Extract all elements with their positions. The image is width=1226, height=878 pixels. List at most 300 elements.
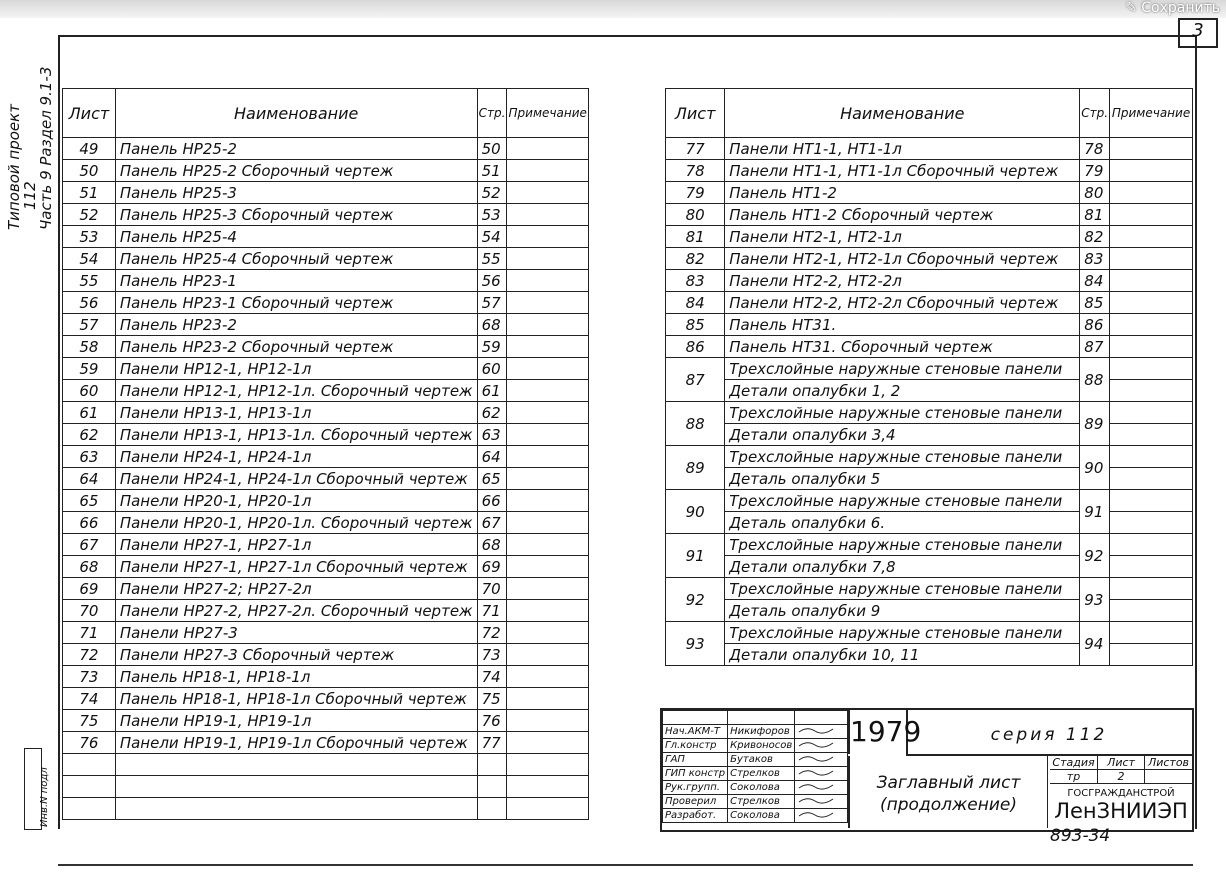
signature xyxy=(795,781,848,795)
save-label: Сохранить xyxy=(1141,0,1220,16)
sheet-name: Панель НР25-2 xyxy=(115,138,477,160)
signer-row xyxy=(663,767,848,781)
page-number-cell: 68 xyxy=(477,534,507,556)
signature xyxy=(795,809,848,823)
bottom-border xyxy=(58,864,1193,866)
page-number-cell: 93 xyxy=(1080,578,1110,622)
signer-role: Проверил xyxy=(663,795,728,809)
signer-role: Разработ. xyxy=(663,809,728,823)
page-number-cell: 74 xyxy=(477,666,507,688)
sheet-number: 72 xyxy=(63,644,116,666)
table-row xyxy=(63,182,589,204)
note-cell xyxy=(1110,292,1193,314)
signer-row xyxy=(663,809,848,823)
col-page: Стр. xyxy=(1080,89,1110,138)
sheet-number: 49 xyxy=(63,138,116,160)
note-cell xyxy=(1110,204,1193,226)
note-cell xyxy=(507,380,589,402)
table-row xyxy=(63,248,589,270)
note-cell xyxy=(1110,556,1193,578)
side-caption xyxy=(6,67,54,230)
empty-row xyxy=(63,776,589,798)
empty-cell xyxy=(507,776,589,798)
note-cell xyxy=(507,578,589,600)
page-number-cell: 85 xyxy=(1080,292,1110,314)
table-row xyxy=(63,226,589,248)
table-row xyxy=(63,402,589,424)
sheet-number: 54 xyxy=(63,248,116,270)
sheet-name: Панели НР27-3 Сборочный чертеж xyxy=(115,644,477,666)
signer-name: Бутаков xyxy=(728,753,795,767)
note-cell xyxy=(1110,512,1193,534)
viewer-toolbar xyxy=(0,0,1226,18)
sheet-number: 83 xyxy=(666,270,725,292)
sheet-number: 88 xyxy=(666,402,725,446)
sheets-header: Листов xyxy=(1145,756,1192,770)
table-row xyxy=(666,336,1193,358)
table-row xyxy=(666,578,1193,600)
table-row xyxy=(63,534,589,556)
empty-row xyxy=(63,798,589,820)
sheet-name: Панели НР20-1, НР20-1л. Сборочный чертеж xyxy=(115,512,477,534)
sheet-name: Панели НР27-2, НР27-2л. Сборочный чертеж xyxy=(115,600,477,622)
sheet-number: 73 xyxy=(63,666,116,688)
col-sheet: Лист xyxy=(666,89,725,138)
table-row-continued xyxy=(666,380,1193,402)
table-row xyxy=(666,490,1193,512)
note-cell xyxy=(507,622,589,644)
sheet-number: 61 xyxy=(63,402,116,424)
col-note: Примечание xyxy=(1110,89,1193,138)
note-cell xyxy=(1110,336,1193,358)
sheet-number: 77 xyxy=(666,138,725,160)
page-number-cell: 84 xyxy=(1080,270,1110,292)
signer-name: Стрелков xyxy=(728,795,795,809)
sheet-number: 58 xyxy=(63,336,116,358)
signature-mark xyxy=(797,753,837,763)
page-number-cell: 63 xyxy=(477,424,507,446)
page-number: 3 xyxy=(1178,18,1218,48)
table-row xyxy=(666,402,1193,424)
table-row xyxy=(63,468,589,490)
table-row xyxy=(63,292,589,314)
page-number-cell: 86 xyxy=(1080,314,1110,336)
note-cell xyxy=(507,314,589,336)
page-number-cell: 80 xyxy=(1080,182,1110,204)
sheet-name: Панели НР24-1, НР24-1л Сборочный чертеж xyxy=(115,468,477,490)
page-number-cell: 53 xyxy=(477,204,507,226)
table-row xyxy=(666,358,1193,380)
sheet-name-line-1: Трехслойные наружные стеновые панели xyxy=(725,358,1080,380)
sheet-number: 68 xyxy=(63,556,116,578)
page-number-cell: 87 xyxy=(1080,336,1110,358)
table-row-continued xyxy=(666,512,1193,534)
page-number-cell: 51 xyxy=(477,160,507,182)
col-note: Примечание xyxy=(507,89,589,138)
sheet-number: 84 xyxy=(666,292,725,314)
page-number-cell: 90 xyxy=(1080,446,1110,490)
page-number-cell: 89 xyxy=(1080,402,1110,446)
col-sheet: Лист xyxy=(63,89,116,138)
table-row xyxy=(63,556,589,578)
sheet-name: Панель НР25-4 xyxy=(115,226,477,248)
note-cell xyxy=(1110,446,1193,468)
sheet-name: Панели НР24-1, НР24-1л xyxy=(115,446,477,468)
note-cell xyxy=(1110,600,1193,622)
note-cell xyxy=(507,644,589,666)
note-cell xyxy=(507,270,589,292)
sheet-name: Панели НР27-3 xyxy=(115,622,477,644)
table-row xyxy=(63,358,589,380)
table-row-continued xyxy=(666,424,1193,446)
empty-cell xyxy=(115,754,477,776)
note-cell xyxy=(1110,358,1193,380)
sheet-name: Панель НР25-4 Сборочный чертеж xyxy=(115,248,477,270)
table-row xyxy=(63,160,589,182)
table-row xyxy=(666,270,1193,292)
signature xyxy=(795,739,848,753)
page-number-cell: 77 xyxy=(477,732,507,754)
empty-cell xyxy=(63,798,116,820)
page-number-cell: 76 xyxy=(477,710,507,732)
signer-role: Нач.АКМ-Т xyxy=(663,725,728,739)
sheet-number: 78 xyxy=(666,160,725,182)
sheet-number: 91 xyxy=(666,534,725,578)
note-cell xyxy=(507,424,589,446)
signer-row xyxy=(663,739,848,753)
page-number-cell: 62 xyxy=(477,402,507,424)
document-number: 893-34 xyxy=(1050,826,1111,846)
sheet-name: Панель НР18-1, НР18-1л Сборочный чертеж xyxy=(115,688,477,710)
side-number: 112 xyxy=(21,181,39,210)
page-number-cell: 83 xyxy=(1080,248,1110,270)
table-row xyxy=(63,314,589,336)
sheet-name: Панели НТ1-1, НТ1-1л Сборочный чертеж xyxy=(725,160,1080,182)
sheet-name-line-2: Деталь опалубки 5 xyxy=(725,468,1080,490)
table-row xyxy=(666,226,1193,248)
sheet-name-line-1: Трехслойные наружные стеновые панели xyxy=(725,622,1080,644)
sheet-number: 67 xyxy=(63,534,116,556)
signer-role: Гл.констр xyxy=(663,739,728,753)
sheet-number: 75 xyxy=(63,710,116,732)
sheet-name: Панель НР18-1, НР18-1л xyxy=(115,666,477,688)
signer-row xyxy=(663,781,848,795)
empty-cell xyxy=(477,798,507,820)
contents-table-left xyxy=(62,88,589,820)
empty-cell xyxy=(477,754,507,776)
note-cell xyxy=(1110,226,1193,248)
page-number-cell: 60 xyxy=(477,358,507,380)
table-row xyxy=(666,204,1193,226)
page-number-cell: 72 xyxy=(477,622,507,644)
page-number-cell: 59 xyxy=(477,336,507,358)
table-row xyxy=(63,138,589,160)
signature xyxy=(795,795,848,809)
save-button[interactable]: ✎ Сохранить xyxy=(1125,0,1220,16)
note-cell xyxy=(507,358,589,380)
table-row xyxy=(63,336,589,358)
sheet-name-line-1: Трехслойные наружные стеновые панели xyxy=(725,490,1080,512)
sheet-number: 81 xyxy=(666,226,725,248)
sheet-name: Панели НТ2-2, НТ2-2л xyxy=(725,270,1080,292)
table-row xyxy=(666,292,1193,314)
signer-name: Кривоносов xyxy=(728,739,795,753)
note-cell xyxy=(507,534,589,556)
sheet-number: 56 xyxy=(63,292,116,314)
table-row-continued xyxy=(666,468,1193,490)
stage-value: тр xyxy=(1050,770,1098,784)
title-block xyxy=(660,708,1194,832)
sheets-value xyxy=(1145,770,1192,784)
note-cell xyxy=(1110,622,1193,644)
note-cell xyxy=(1110,138,1193,160)
stamp-label: Инв.N подл xyxy=(39,767,50,827)
stage-block xyxy=(1050,756,1192,823)
sheet-number: 70 xyxy=(63,600,116,622)
note-cell xyxy=(1110,248,1193,270)
page-number-cell: 50 xyxy=(477,138,507,160)
page-number-cell: 91 xyxy=(1080,490,1110,534)
signer-name: Соколова xyxy=(728,781,795,795)
sheet-name: Панель НР25-3 xyxy=(115,182,477,204)
col-name: Наименование xyxy=(725,89,1080,138)
sheet-name: Панель НТ31. xyxy=(725,314,1080,336)
table-row xyxy=(63,600,589,622)
table-row-continued xyxy=(666,556,1193,578)
note-cell xyxy=(1110,644,1193,666)
signer-role: Рук.групп. xyxy=(663,781,728,795)
sheet-name-line-1: Трехслойные наружные стеновые панели xyxy=(725,402,1080,424)
sheet-number: 80 xyxy=(666,204,725,226)
empty-cell xyxy=(63,754,116,776)
note-cell xyxy=(1110,182,1193,204)
table-row xyxy=(666,622,1193,644)
sheet-value: 2 xyxy=(1098,770,1145,784)
page-number-cell: 82 xyxy=(1080,226,1110,248)
sheet-number: 90 xyxy=(666,490,725,534)
sheet-name: Панели НТ1-1, НТ1-1л xyxy=(725,138,1080,160)
empty-cell xyxy=(507,754,589,776)
table-row xyxy=(63,688,589,710)
sheet-name-line-1: Трехслойные наружные стеновые панели xyxy=(725,578,1080,600)
sheet-number: 86 xyxy=(666,336,725,358)
sheet-number: 50 xyxy=(63,160,116,182)
table-row xyxy=(666,160,1193,182)
sheet-name: Панель НТ1-2 Сборочный чертеж xyxy=(725,204,1080,226)
sheet-number: 85 xyxy=(666,314,725,336)
stage-header: Стадия xyxy=(1050,756,1098,770)
note-cell xyxy=(1110,402,1193,424)
note-cell xyxy=(507,446,589,468)
sheet-name-line-2: Детали опалубки 7,8 xyxy=(725,556,1080,578)
sheet-name-line-2: Деталь опалубки 9 xyxy=(725,600,1080,622)
note-cell xyxy=(1110,578,1193,600)
sheet-number: 59 xyxy=(63,358,116,380)
note-cell xyxy=(1110,270,1193,292)
sheet-name: Панели НР13-1, НР13-1л xyxy=(115,402,477,424)
sheet-name: Панель НР23-2 xyxy=(115,314,477,336)
sheet-name: Панели НР12-1, НР12-1л. Сборочный чертеж xyxy=(115,380,477,402)
sheet-name: Панели НР19-1, НР19-1л Сборочный чертеж xyxy=(115,732,477,754)
sheet-number: 79 xyxy=(666,182,725,204)
sheet-name: Панели НР27-1, НР27-1л Сборочный чертеж xyxy=(115,556,477,578)
sheet-number: 64 xyxy=(63,468,116,490)
note-cell xyxy=(507,512,589,534)
page-number-cell: 56 xyxy=(477,270,507,292)
table-row xyxy=(63,512,589,534)
page-number-cell: 69 xyxy=(477,556,507,578)
sheet-name: Панель НР23-1 xyxy=(115,270,477,292)
table-row xyxy=(666,314,1193,336)
sheet-name: Панель НТ1-2 xyxy=(725,182,1080,204)
signer-name: Соколова xyxy=(728,809,795,823)
signature-mark xyxy=(797,725,837,735)
sheet-name: Панели НР13-1, НР13-1л. Сборочный чертеж xyxy=(115,424,477,446)
organization-parent: ГОСГРАЖДАНСТРОЙ xyxy=(1067,788,1175,799)
sheet-name: Панели НР20-1, НР20-1л xyxy=(115,490,477,512)
page-number-cell: 94 xyxy=(1080,622,1110,666)
sheet-name: Панель НР25-2 Сборочный чертеж xyxy=(115,160,477,182)
sheet-number: 92 xyxy=(666,578,725,622)
note-cell xyxy=(507,688,589,710)
sheet-name: Панель НР23-2 Сборочный чертеж xyxy=(115,336,477,358)
note-cell xyxy=(507,402,589,424)
col-page: Стр. xyxy=(477,89,507,138)
empty-cell xyxy=(63,776,116,798)
inventory-stamp xyxy=(24,748,50,830)
table-row xyxy=(666,534,1193,556)
title-line-1: Заглавный лист xyxy=(876,773,1021,793)
page-number-cell: 92 xyxy=(1080,534,1110,578)
note-cell xyxy=(1110,424,1193,446)
page-number-cell: 57 xyxy=(477,292,507,314)
page-number-cell: 65 xyxy=(477,468,507,490)
sheet-number: 82 xyxy=(666,248,725,270)
sheet-name: Панели НТ2-1, НТ2-1л Сборочный чертеж xyxy=(725,248,1080,270)
table-row xyxy=(63,270,589,292)
note-cell xyxy=(507,182,589,204)
note-cell xyxy=(507,556,589,578)
table-row-continued xyxy=(666,600,1193,622)
sheet-number: 71 xyxy=(63,622,116,644)
page-number-cell: 68 xyxy=(477,314,507,336)
note-cell xyxy=(507,336,589,358)
note-cell xyxy=(507,710,589,732)
table-row xyxy=(63,644,589,666)
sheet-number: 62 xyxy=(63,424,116,446)
table-row xyxy=(666,446,1193,468)
note-cell xyxy=(507,248,589,270)
table-row xyxy=(63,446,589,468)
signer-row xyxy=(663,795,848,809)
sheet-name-line-2: Детали опалубки 3,4 xyxy=(725,424,1080,446)
signature-mark xyxy=(797,809,837,819)
sheet-name: Панели НТ2-1, НТ2-1л xyxy=(725,226,1080,248)
page-number-cell: 52 xyxy=(477,182,507,204)
signer-row xyxy=(663,753,848,767)
sheet-number: 55 xyxy=(63,270,116,292)
sheet-number: 69 xyxy=(63,578,116,600)
sheet-name: Панели НР19-1, НР19-1л xyxy=(115,710,477,732)
signers-table xyxy=(662,710,848,823)
signer-role: ГИП констр xyxy=(663,767,728,781)
sheet-number: 60 xyxy=(63,380,116,402)
note-cell xyxy=(1110,490,1193,512)
sheet-number: 52 xyxy=(63,204,116,226)
signature-mark xyxy=(797,767,837,777)
sheet-name: Панель НР23-1 Сборочный чертеж xyxy=(115,292,477,314)
signature xyxy=(795,767,848,781)
note-cell xyxy=(507,490,589,512)
sheet-number: 51 xyxy=(63,182,116,204)
sheet-name: Панель НР25-3 Сборочный чертеж xyxy=(115,204,477,226)
sheet-number: 63 xyxy=(63,446,116,468)
note-cell xyxy=(507,292,589,314)
page-number-cell: 54 xyxy=(477,226,507,248)
side-part: Часть 9 Раздел 9.1-3 xyxy=(37,66,55,230)
sheet-number: 53 xyxy=(63,226,116,248)
page-number-cell: 73 xyxy=(477,644,507,666)
empty-row xyxy=(63,754,589,776)
note-cell xyxy=(507,204,589,226)
signature-mark xyxy=(797,781,837,791)
sheet-name: Панели НТ2-2, НТ2-2л Сборочный чертеж xyxy=(725,292,1080,314)
organization: ЛенЗНИИЭП xyxy=(1054,799,1188,823)
signer-name: Никифоров xyxy=(728,725,795,739)
note-cell xyxy=(507,600,589,622)
contents-table-right xyxy=(665,88,1193,666)
sheet-name: Панели НР27-2; НР27-2л xyxy=(115,578,477,600)
page-number-cell: 70 xyxy=(477,578,507,600)
table-row xyxy=(63,490,589,512)
sheet-name-line-2: Детали опалубки 1, 2 xyxy=(725,380,1080,402)
empty-cell xyxy=(507,798,589,820)
sheet-number: 65 xyxy=(63,490,116,512)
empty-cell xyxy=(115,798,477,820)
signature-mark xyxy=(797,739,837,749)
sheet-number: 93 xyxy=(666,622,725,666)
page-number-cell: 55 xyxy=(477,248,507,270)
table-row xyxy=(63,666,589,688)
note-cell xyxy=(1110,314,1193,336)
col-name: Наименование xyxy=(115,89,477,138)
page-number-cell: 88 xyxy=(1080,358,1110,402)
empty-cell xyxy=(477,776,507,798)
sheet-header: Лист xyxy=(1098,756,1145,770)
sheet-name-line-2: Деталь опалубки 6. xyxy=(725,512,1080,534)
year: 1979 xyxy=(848,710,908,754)
page-number-cell: 81 xyxy=(1080,204,1110,226)
page-number-cell: 67 xyxy=(477,512,507,534)
table-row xyxy=(63,424,589,446)
table-row xyxy=(666,182,1193,204)
sheet-number: 74 xyxy=(63,688,116,710)
note-cell xyxy=(507,732,589,754)
series: серия 112 xyxy=(906,710,1192,756)
table-row xyxy=(666,248,1193,270)
page-number-cell: 79 xyxy=(1080,160,1110,182)
note-cell xyxy=(507,468,589,490)
sheet-number: 57 xyxy=(63,314,116,336)
sheet-number: 87 xyxy=(666,358,725,402)
signature xyxy=(795,753,848,767)
note-cell xyxy=(1110,468,1193,490)
table-row xyxy=(63,204,589,226)
table-row xyxy=(63,622,589,644)
table-row xyxy=(63,578,589,600)
note-cell xyxy=(507,138,589,160)
sheet-name: Панель НТ31. Сборочный чертеж xyxy=(725,336,1080,358)
